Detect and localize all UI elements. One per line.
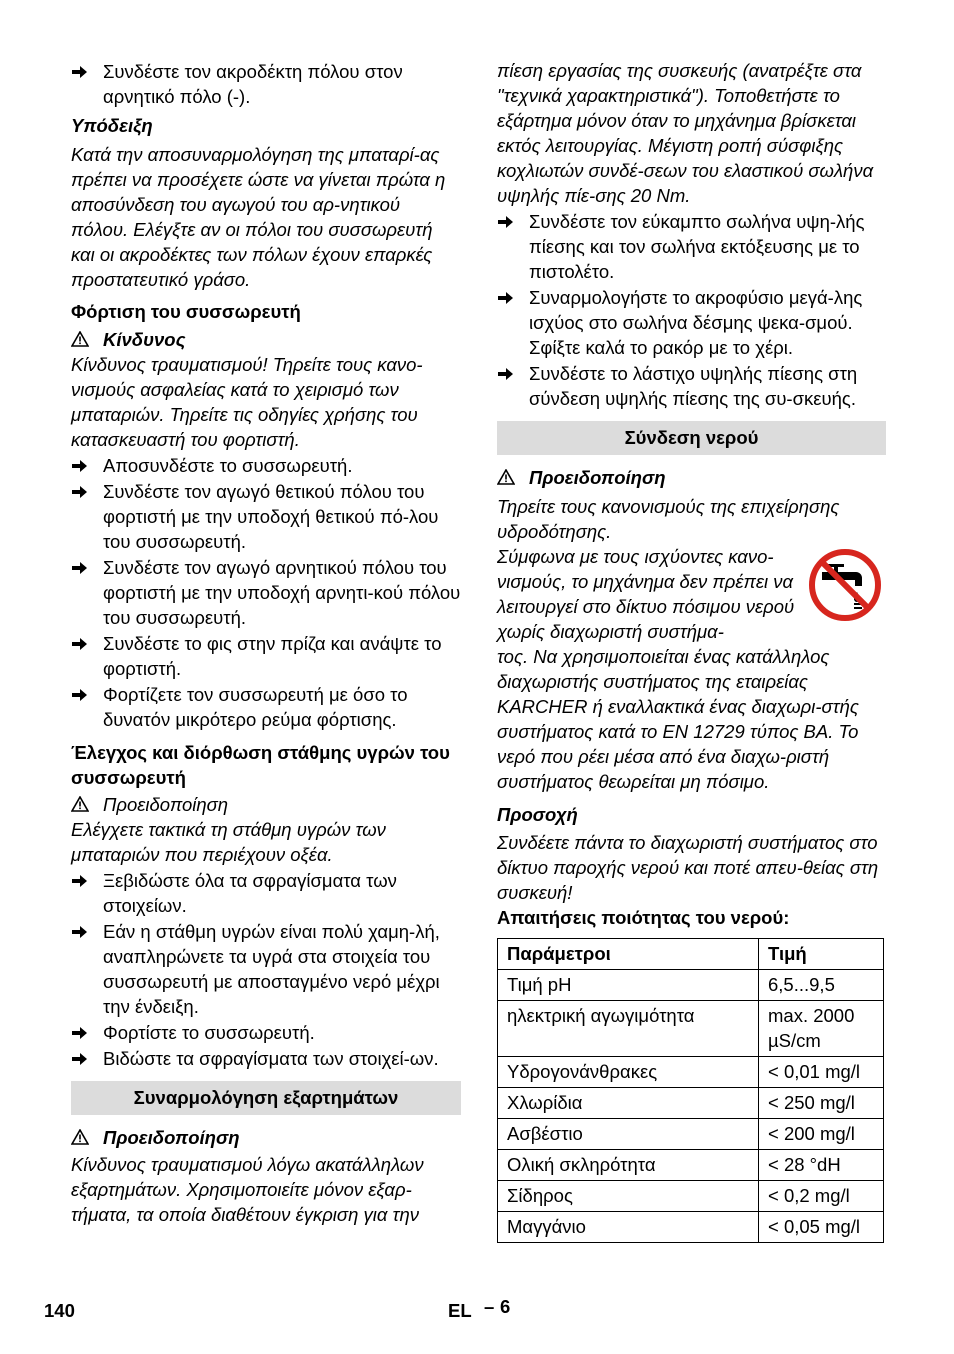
- step-item: [71, 1020, 461, 1045]
- step-text: Ξεβιδώστε όλα τα σφραγίσματα των στοιχείων.: [103, 870, 397, 916]
- step-item: [497, 285, 886, 360]
- table-header-row: [498, 939, 884, 970]
- table-cell: ηλεκτρική αγωγιμότητα: [498, 1001, 759, 1057]
- water-rest-text: τος. Να χρησιμοποιείται ένας κατάλληλος διαχωριστής συστήματος της εταιρείας KARCHER ή εναλλακτικά ένας διαχωρι-στής συστήματος κατά το EN 12729 τύπος BA. Το νερό που ρέει μέσα από ένα διαχω-ριστή συστήματος θεωρείται μη πόσιμο.: [497, 646, 859, 792]
- table-row: [498, 1001, 884, 1057]
- step-item: [71, 1046, 461, 1071]
- warning-triangle-icon: [497, 469, 515, 485]
- table-row: [498, 1150, 884, 1181]
- step-text: Εάν η στάθμη υγρών είναι πολύ χαμη-λή, αναπληρώνετε τα υγρά στα στοιχεία του συσσωρευτή με αποσταγμένο νερό μέχρι την ένδειξη.: [103, 921, 440, 1017]
- table-cell: < 0,01 mg/l: [759, 1057, 884, 1088]
- step-text: Συνδέστε το λάστιχο υψηλής πίεσης στη σύνδεση υψηλής πίεσης της συ-σκευής.: [529, 363, 858, 409]
- table-cell: Χλωρίδια: [498, 1088, 759, 1119]
- footer-dash: –: [484, 1296, 495, 1317]
- quality-heading: Απαιτήσεις ποιότητας του νερού:: [497, 907, 790, 928]
- step-text: Συνδέστε τον εύκαμπτο σωλήνα υψη-λής πίεσης και τον σωλήνα εκτόξευσης με το πιστολέτο.: [529, 211, 865, 282]
- danger-label: [71, 327, 461, 352]
- left-column: [71, 58, 461, 1227]
- note-title: Υπόδειξη: [71, 115, 153, 136]
- table-row: [498, 1119, 884, 1150]
- warning-triangle-icon: [71, 796, 89, 812]
- table-cell: 6,5...9,5: [759, 970, 884, 1001]
- table-header: Τιμή: [759, 939, 884, 970]
- arrow-right-icon: [71, 682, 93, 707]
- warning-triangle-icon: [71, 1129, 89, 1145]
- table-cell: < 28 °dH: [759, 1150, 884, 1181]
- table-row: [498, 1088, 884, 1119]
- language-code: EL: [448, 1300, 472, 1321]
- danger-title: Κίνδυνος: [103, 329, 186, 350]
- drinking-water-notice: [497, 544, 886, 644]
- arrow-right-icon: [71, 919, 93, 944]
- arrow-right-icon: [71, 868, 93, 893]
- table-row: [498, 1181, 884, 1212]
- page-number: 140: [44, 1300, 75, 1321]
- no-drinking-water-icon: [808, 548, 882, 622]
- arrow-right-icon: [71, 59, 93, 84]
- step-item: [71, 631, 461, 681]
- water-warning-text: Τηρείτε τους κανονισμούς της επιχείρησης υδροδότησης.: [497, 496, 840, 542]
- step-item: [71, 59, 461, 109]
- fluid-heading: Έλεγχος και διόρθωση στάθμης υγρών του συσσωρευτή: [71, 742, 450, 788]
- table-cell: Σίδηρος: [498, 1181, 759, 1212]
- page-footer: [0, 1296, 954, 1326]
- sub-page-number: 6: [500, 1296, 511, 1317]
- table-row: [498, 1212, 884, 1243]
- note-text: Κατά την αποσυναρμολόγηση της μπαταρί-ας πρέπει να προσέχετε ώστε να γίνεται πρώτα η αποσύνδεση του αγωγού του αρ-νητικού πόλου. Ελέγξτε αν οι πόλοι του συσσωρευτή και οι ακροδέκτες των πόλων έχουν επαρκές προστατευτικό γράσο.: [71, 144, 446, 290]
- step-text: Βιδώστε τα σφραγίσματα των στοιχεί-ων.: [103, 1048, 439, 1069]
- step-item: [71, 868, 461, 918]
- step-text: Συνδέστε τον αγωγό θετικού πόλου του φορτιστή με την υποδοχή θετικού πό-λου του συσσωρευτή.: [103, 481, 439, 552]
- table-cell: Υδρογονάνθρακες: [498, 1057, 759, 1088]
- assembly-warning-title: Προειδοποίηση: [103, 1127, 240, 1148]
- water-icon-text: Σύμφωνα με τους ισχύοντες κανο-νισμούς, το μηχάνημα δεν πρέπει να λειτουργεί στο δίκτυο πόσιμου νερού χωρίς διαχωριστή συστήμα-: [497, 546, 795, 642]
- step-text: Φορτίστε το συσσωρευτή.: [103, 1022, 315, 1043]
- charging-heading: Φόρτιση του συσσωρευτή: [71, 301, 301, 322]
- danger-text: Κίνδυνος τραυματισμού! Τηρείτε τους κανο-νισμούς ασφαλείας κατά το χειρισμό των μπαταριών. Τηρείτε τις οδηγίες χρήσης του κατασκευαστή του φορτιστή.: [71, 354, 423, 450]
- warning-label: [497, 465, 886, 490]
- step-item: [71, 682, 461, 732]
- arrow-right-icon: [497, 209, 519, 234]
- arrow-right-icon: [497, 361, 519, 386]
- step-text: Συνδέστε τον αγωγό αρνητικού πόλου του φορτιστή με την υποδοχή αρνητι-κού πόλου του συσσωρευτή.: [103, 557, 461, 628]
- section-band-water: Σύνδεση νερού: [497, 421, 886, 455]
- fluid-warning-text: Ελέγχετε τακτικά τη στάθμη υγρών των μπαταριών που περιέχουν οξέα.: [71, 819, 386, 865]
- right-column: [497, 58, 886, 1243]
- table-cell: Μαγγάνιο: [498, 1212, 759, 1243]
- step-item: [71, 555, 461, 630]
- table-row: [498, 970, 884, 1001]
- table-cell: Ολική σκληρότητα: [498, 1150, 759, 1181]
- arrow-right-icon: [497, 285, 519, 310]
- step-text: Φορτίζετε τον συσσωρευτή με όσο το δυνατόν μικρότερο ρεύμα φόρτισης.: [103, 684, 408, 730]
- step-text: Αποσυνδέστε το συσσωρευτή.: [103, 455, 353, 476]
- table-cell: Τιμή pH: [498, 970, 759, 1001]
- arrow-right-icon: [71, 1046, 93, 1071]
- caution-text: Συνδέετε πάντα το διαχωριστή συστήματος στο δίκτυο παροχής νερού και ποτέ απευ-θείας στη συσκευή!: [497, 832, 879, 903]
- table-cell: max. 2000 µS/cm: [759, 1001, 884, 1057]
- warning-label: [71, 792, 461, 817]
- arrow-right-icon: [71, 479, 93, 504]
- warning-title: Προειδοποίηση: [103, 794, 229, 815]
- section-band-assembly: Συναρμολόγηση εξαρτημάτων: [71, 1081, 461, 1115]
- table-cell: Ασβέστιο: [498, 1119, 759, 1150]
- table-cell: < 0,2 mg/l: [759, 1181, 884, 1212]
- table-cell: < 0,05 mg/l: [759, 1212, 884, 1243]
- table-cell: < 200 mg/l: [759, 1119, 884, 1150]
- assembly-warning-text: Κίνδυνος τραυματισμού λόγω ακατάλληλων εξαρτημάτων. Χρησιμοποιείτε μόνον εξαρ-τήματα, τα οποία διαθέτουν έγκριση για την: [71, 1154, 424, 1225]
- table-row: [498, 1057, 884, 1088]
- step-item: [497, 209, 886, 284]
- table-cell: < 250 mg/l: [759, 1088, 884, 1119]
- step-item: [71, 919, 461, 1019]
- step-item: [71, 479, 461, 554]
- assembly-cont-text: πίεση εργασίας της συσκευής (ανατρέξτε στα "τεχνικά χαρακτηριστικά"). Τοποθετήστε το εξάρτημα μόνον όταν το μηχάνημα βρίσκεται εκτός λειτουργίας. Μέγιστη ροπή σύσφιξης κοχλιωτών συνδέ-σεων του ελαστικού σωλήνα υψηλής πίε-σης 20 Nm.: [497, 60, 874, 206]
- step-text: Συναρμολογήστε το ακροφύσιο μεγά-λης ισχύος στο σωλήνα δέσμης ψεκα-σμού. Σφίξτε καλά το ρακόρ με το χέρι.: [529, 287, 863, 358]
- arrow-right-icon: [71, 555, 93, 580]
- arrow-right-icon: [71, 1020, 93, 1045]
- step-item: [497, 361, 886, 411]
- step-item: [71, 453, 461, 478]
- caution-title: Προσοχή: [497, 804, 578, 825]
- water-quality-table: [497, 938, 884, 1243]
- table-header: Παράμετροι: [498, 939, 759, 970]
- arrow-right-icon: [71, 631, 93, 656]
- step-text: Συνδέστε τον ακροδέκτη πόλου στον αρνητικό πόλο (-).: [103, 61, 403, 107]
- step-text: Συνδέστε το φις στην πρίζα και ανάψτε το φορτιστή.: [103, 633, 442, 679]
- warning-label: [71, 1125, 461, 1150]
- warning-triangle-icon: [71, 331, 89, 347]
- water-warning-title: Προειδοποίηση: [529, 467, 666, 488]
- arrow-right-icon: [71, 453, 93, 478]
